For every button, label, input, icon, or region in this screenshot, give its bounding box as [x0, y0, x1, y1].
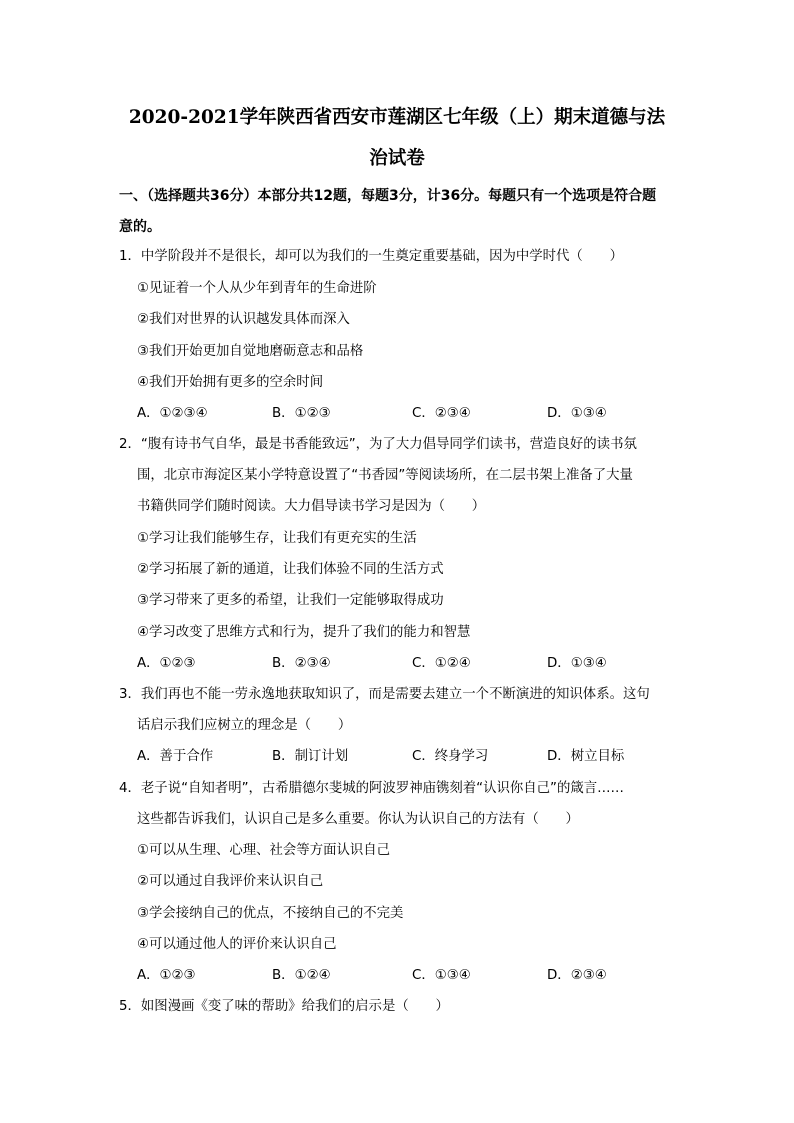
section-heading-line1: 一、（选择题共36分）本部分共12题，每题3分，计36分。每题只有一个选项是符合题 — [119, 188, 657, 204]
q2-option-c[interactable]: C．①②④ — [412, 656, 471, 671]
q1-item-2: ②我们对世界的认识越发具体而深入 — [137, 312, 350, 327]
q1-item-3: ③我们开始更加自觉地磨砺意志和品格 — [137, 344, 364, 359]
q2-stem-line3: 书籍供同学们随时阅读。大力倡导读书学习是因为（ ） — [137, 499, 486, 514]
q4-item-2: ②可以通过自我评价来认识自己 — [137, 874, 324, 889]
q2-option-b[interactable]: B．②③④ — [272, 656, 331, 671]
q4-stem-line1: 4．老子说“自知者明”，古希腊德尔斐城的阿波罗神庙镌刻着“认识你自己”的箴言…… — [119, 781, 624, 796]
q2-stem-line2: 围，北京市海淀区某小学特意设置了“书香园”等阅读场所，在二层书架上准备了大量 — [137, 468, 633, 483]
q2-options — [137, 654, 697, 674]
q4-option-a[interactable]: A．①②③ — [137, 968, 196, 983]
q5-stem: 5．如图漫画《变了味的帮助》给我们的启示是（ ） — [119, 999, 449, 1014]
q1-option-c[interactable]: C．②③④ — [412, 406, 471, 421]
q3-stem-line2: 话启示我们应树立的理念是（ ） — [137, 718, 352, 733]
exam-title-line2: 治试卷 — [369, 148, 425, 169]
q1-item-1: ①见证着一个人从少年到青年的生命进阶 — [137, 281, 377, 296]
q3-option-b[interactable]: B．制订计划 — [272, 749, 349, 764]
q3-option-a[interactable]: A．善于合作 — [137, 749, 214, 764]
q3-option-c[interactable]: C．终身学习 — [412, 749, 489, 764]
q2-item-4: ④学习改变了思维方式和行为，提升了我们的能力和智慧 — [137, 625, 471, 640]
q4-option-d[interactable]: D．②③④ — [547, 968, 607, 983]
q2-option-d[interactable]: D．①③④ — [547, 656, 607, 671]
q2-item-2: ②学习拓展了新的通道，让我们体验不同的生活方式 — [137, 562, 444, 577]
q1-option-b[interactable]: B．①②③ — [272, 406, 331, 421]
q4-option-c[interactable]: C．①③④ — [412, 968, 471, 983]
q1-item-4: ④我们开始拥有更多的空余时间 — [137, 375, 324, 390]
q4-item-4: ④可以通过他人的评价来认识自己 — [137, 937, 337, 952]
q3-stem-line1: 3．我们再也不能一劳永逸地获取知识了，而是需要去建立一个不断演进的知识体系。这句 — [119, 687, 650, 702]
q3-option-d[interactable]: D．树立目标 — [547, 749, 625, 764]
q1-option-a[interactable]: A．①②③④ — [137, 406, 208, 421]
q1-option-d[interactable]: D．①③④ — [547, 406, 607, 421]
q1-options — [137, 404, 697, 424]
q2-stem-line1: 2．“腹有诗书气自华，最是书香能致远”，为了大力倡导同学们读书，营造良好的读书氛 — [119, 437, 637, 452]
q4-item-3: ③学会接纳自己的优点，不接纳自己的不完美 — [137, 906, 404, 921]
section-heading-line2: 意的。 — [119, 219, 161, 235]
q2-item-1: ①学习让我们能够生存，让我们有更充实的生活 — [137, 531, 417, 546]
exam-title-line1: 2020-2021学年陕西省西安市莲湖区七年级（上）期末道德与法 — [128, 107, 666, 128]
q4-options — [137, 966, 697, 986]
q4-option-b[interactable]: B．①②④ — [272, 968, 331, 983]
q3-options — [137, 747, 697, 767]
q1-stem: 1．中学阶段并不是很长，却可以为我们的一生奠定重要基础，因为中学时代（ ） — [119, 249, 623, 264]
q4-item-1: ①可以从生理、心理、社会等方面认识自己 — [137, 843, 391, 858]
q4-stem-line2: 这些都告诉我们，认识自己是多么重要。你认为认识自己的方法有（ ） — [137, 812, 579, 827]
q2-option-a[interactable]: A．①②③ — [137, 656, 196, 671]
q2-item-3: ③学习带来了更多的希望，让我们一定能够取得成功 — [137, 593, 444, 608]
